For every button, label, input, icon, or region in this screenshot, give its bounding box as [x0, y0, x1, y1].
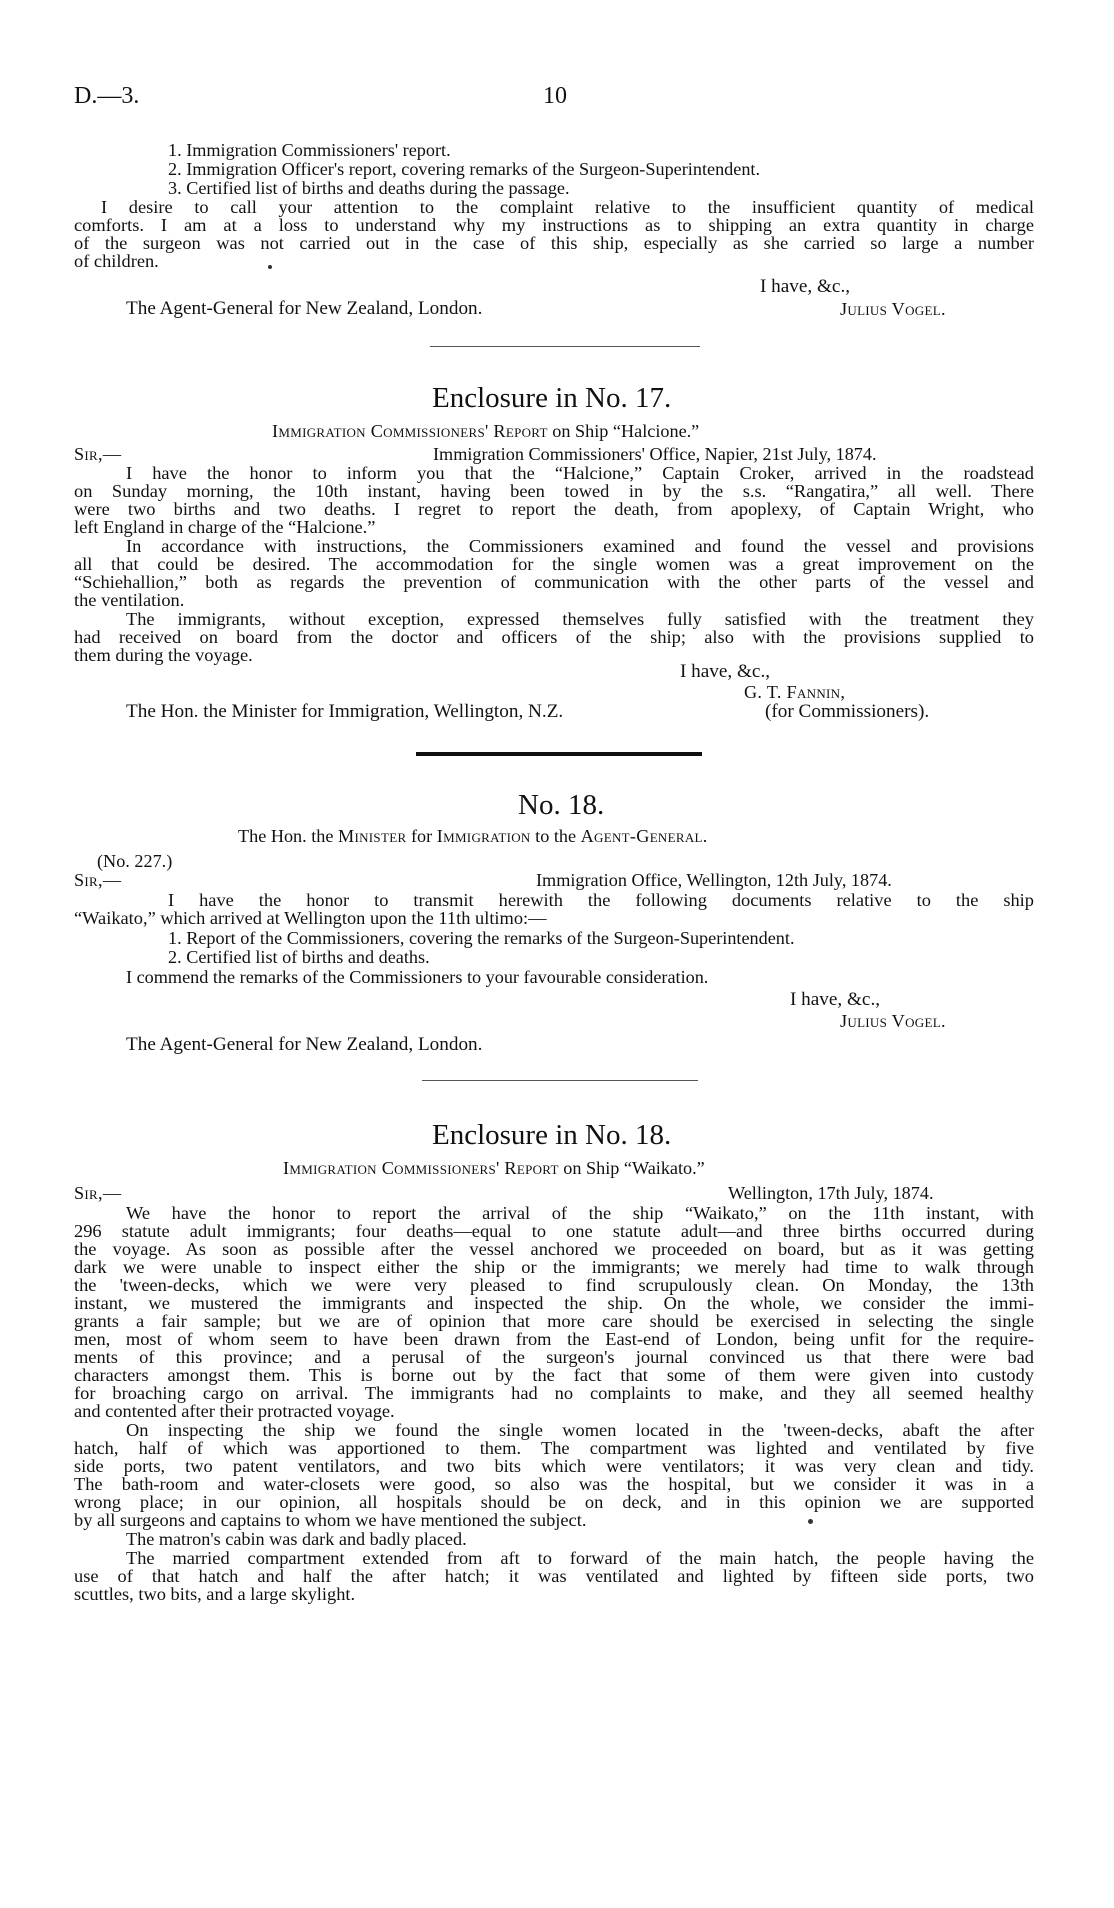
page-number: 10 [543, 83, 567, 109]
paragraph-line: and contented after their protracted voyage. [74, 1401, 395, 1421]
paragraph-line: The married compartment extended from aft to forward of the main hatch, the people having the [126, 1548, 1034, 1568]
enclosure-list-item: 2. Certified list of births and deaths. [168, 947, 430, 967]
enclosure-list-item: 1. Immigration Commissioners' report. [168, 140, 451, 160]
salutation: Sir,— [74, 444, 122, 464]
paragraph-line: hatch, half of which was apportioned to them. The compartment was lighted and ventilated by five [74, 1438, 1034, 1458]
subtitle-smallcaps: Agent-General. [580, 826, 708, 846]
closing-line: I have, &c., [760, 276, 851, 297]
subtitle-text: to the [535, 826, 577, 846]
paragraph-line: grants a fair sample; but we are of opinion that more care should be exercised in selecting the single [74, 1311, 1034, 1331]
subtitle-text: on Ship “Halcione.” [552, 421, 700, 441]
subtitle-text: on Ship “Waikato.” [563, 1158, 705, 1178]
paragraph-line: left England in charge of the “Halcione.” [74, 517, 376, 537]
paragraph-line: I commend the remarks of the Commissioners to your favourable consideration. [126, 967, 709, 987]
paragraph-line: “Schiehallion,” both as regards the prevention of communication with the other parts of the vessel and [74, 572, 1034, 592]
enclosure-list-item: 3. Certified list of births and deaths during the passage. [168, 178, 570, 198]
paragraph-line: instant, we mustered the immigrants and inspected the ship. On the whole, we consider the immi- [74, 1293, 1034, 1313]
letter-reference: (No. 227.) [97, 851, 173, 871]
paragraph-line: I desire to call your attention to the complaint relative to the insufficient quantity of medical [101, 197, 1034, 217]
enclosure-list-item: 2. Immigration Officer's report, covering remarks of the Surgeon-Superintendent. [168, 159, 761, 179]
paragraph-line: them during the voyage. [74, 645, 253, 665]
section-divider [430, 346, 700, 347]
section-divider [422, 1080, 698, 1081]
document-reference: D.—3. [74, 83, 140, 109]
paragraph-line: side ports, two patent ventilators, and two bits which were ventilators; it was very clean and tidy. [74, 1456, 1034, 1476]
paragraph-line: scuttles, two bits, and a large skylight. [74, 1584, 356, 1604]
ink-speck [808, 1519, 813, 1524]
subtitle-smallcaps: Immigration Commissioners' Report [283, 1158, 559, 1178]
paragraph-line: In accordance with instructions, the Commissioners examined and found the vessel and provisions [126, 536, 1034, 556]
paragraph-line: The immigrants, without exception, expressed themselves fully satisfied with the treatment they [126, 609, 1034, 629]
signature: G. T. Fannin, [744, 682, 846, 702]
section-subtitle [272, 422, 699, 440]
paragraph-line: the ventilation. [74, 590, 185, 610]
paragraph-line: by all surgeons and captains to whom we have mentioned the subject. [74, 1510, 587, 1530]
dateline: Wellington, 17th July, 1874. [728, 1183, 934, 1203]
paragraph-line: characters amongst them. This is borne out by the fact that some of them were given into custody [74, 1365, 1034, 1385]
section-divider-thick [416, 752, 702, 756]
subtitle-text: The Hon. the [238, 826, 334, 846]
section-subtitle [238, 827, 708, 845]
paragraph-line: dark we were unable to inspect either the ship or the immigrants; we merely had time to walk through [74, 1257, 1034, 1277]
dateline: Immigration Office, Wellington, 12th July, 1874. [536, 870, 892, 890]
subtitle-text: for [410, 826, 433, 846]
signature: Julius Vogel. [840, 299, 946, 319]
paragraph-line: of children. [74, 251, 159, 271]
subtitle-smallcaps: Minister [338, 826, 407, 846]
signature-note: (for Commissioners). [765, 701, 930, 722]
closing-line: I have, &c., [790, 989, 881, 1010]
addressee: The Hon. the Minister for Immigration, Wellington, N.Z. [126, 701, 564, 722]
addressee: The Agent-General for New Zealand, London. [126, 1034, 483, 1055]
paragraph-line: on Sunday morning, the 10th instant, having been towed in by the s.s. “Rangatira,” all well. There [74, 481, 1034, 501]
paragraph-line: wrong place; in our opinion, all hospitals should be on deck, and in this opinion we are supported [74, 1492, 1034, 1512]
section-title: Enclosure in No. 18. [432, 1119, 672, 1151]
paragraph-line: On inspecting the ship we found the single women located in the 'tween-decks, abaft the after [126, 1420, 1034, 1440]
paragraph-line: the 'tween-decks, which we were very pleased to find scrupulously clean. On Monday, the 13th [74, 1275, 1034, 1295]
paragraph-line: ments of this province; and a perusal of the surgeon's journal convinced us that there were bad [74, 1347, 1034, 1367]
dateline: Immigration Commissioners' Office, Napier, 21st July, 1874. [433, 444, 877, 464]
paragraph-line: I have the honor to inform you that the “Halcione,” Captain Croker, arrived in the roadstead [126, 463, 1034, 483]
paragraph-line: all that could be desired. The accommodation for the single women was a great improvement on the [74, 554, 1034, 574]
section-title: Enclosure in No. 17. [432, 382, 672, 414]
paragraph-line: had received on board from the doctor and officers of the ship; also with the provisions supplied to [74, 627, 1034, 647]
paragraph-line: I have the honor to transmit herewith the following documents relative to the ship [168, 890, 1034, 910]
section-subtitle [283, 1159, 705, 1177]
paragraph-line: The matron's cabin was dark and badly placed. [126, 1529, 467, 1549]
closing-line: I have, &c., [680, 661, 771, 682]
addressee: The Agent-General for New Zealand, London. [126, 298, 483, 319]
paragraph-line: use of that hatch and half the after hatch; it was ventilated and lighted by fifteen side ports, two [74, 1566, 1034, 1586]
subtitle-smallcaps: Immigration [436, 826, 531, 846]
paragraph-line: comforts. I am at a loss to understand why my instructions as to shipping an extra quantity in charge [74, 215, 1034, 235]
paragraph-line: of the surgeon was not carried out in the case of this ship, especially as she carried so large a number [74, 233, 1034, 253]
paragraph-line: 296 statute adult immigrants; four deaths—equal to one statute adult—and three births occurred during [74, 1221, 1034, 1241]
paragraph-line: were two births and two deaths. I regret to report the death, from apoplexy, of Captain Wright, who [74, 499, 1034, 519]
salutation: Sir,— [74, 1183, 122, 1203]
paragraph-line: The bath-room and water-closets were good, so also was the hospital, but we consider it was in a [74, 1474, 1034, 1494]
ink-speck [268, 265, 272, 269]
signature: Julius Vogel. [840, 1011, 946, 1031]
subtitle-smallcaps: Immigration Commissioners' Report [272, 421, 548, 441]
paragraph-line: the voyage. As soon as possible after the vessel anchored we proceeded on board, but as it was getting [74, 1239, 1034, 1259]
enclosure-list-item: 1. Report of the Commissioners, covering the remarks of the Surgeon-Superintendent. [168, 928, 795, 948]
paragraph-line: men, most of whom seem to have been drawn from the East-end of London, being unfit for the require- [74, 1329, 1034, 1349]
salutation: Sir,— [74, 870, 122, 890]
section-title: No. 18. [518, 789, 605, 821]
paragraph-line: for broaching cargo on arrival. The immigrants had no complaints to make, and they all seemed healthy [74, 1383, 1034, 1403]
paragraph-line: “Waikato,” which arrived at Wellington upon the 11th ultimo:— [74, 908, 547, 928]
paragraph-line: We have the honor to report the arrival of the ship “Waikato,” on the 11th instant, with [126, 1203, 1034, 1223]
